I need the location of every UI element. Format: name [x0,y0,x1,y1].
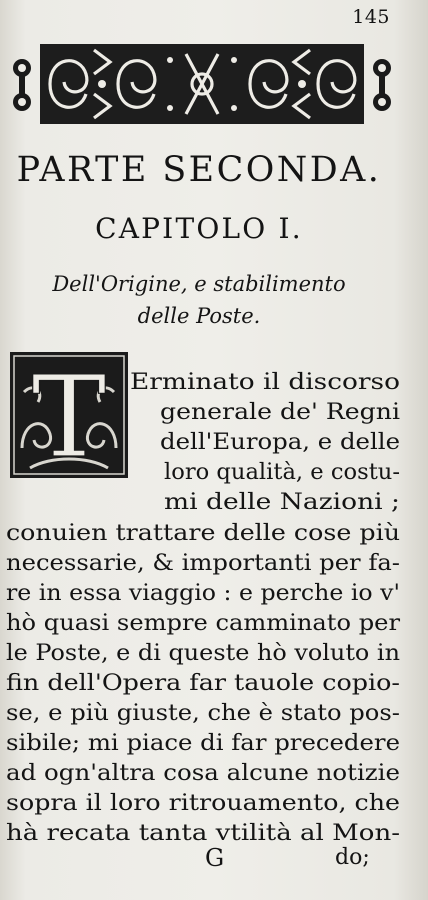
body-line: re in essa viaggio : e perche io v' [6,580,400,606]
body-line: Erminato il discorso [130,369,400,395]
chapter-subtitle-line-2: delle Poste. [137,304,261,328]
floral-headpiece-icon [6,40,398,128]
catchword: do; [335,845,370,870]
body-line: loro qualità, e costu- [164,459,400,485]
chapter-subtitle-line-1: Dell'Origine, e stabilimento [52,272,346,296]
body-line: fin dell'Opera far tauole copio- [6,670,400,696]
part-title: PARTE SECONDA. [16,150,382,190]
body-line: conuien trattare delle cose più [6,520,400,546]
ornamental-initial-icon [10,352,128,478]
chapter-title: CAPITOLO I. [95,212,303,245]
page-number: 145 [352,6,390,28]
signature-mark: G [205,844,225,872]
body-line: dell'Europa, e delle [160,429,400,455]
body-line: ad ogn'altra cosa alcune notizie [6,760,400,786]
body-line: necessarie, & importanti per fa- [6,550,400,576]
body-line: hà recata tanta vtilità al Mon- [6,820,400,846]
body-line: sopra il loro ritrouamento, che [6,790,401,816]
body-line: generale de' Regni [160,399,400,425]
body-line: le Poste, e di queste hò voluto in [6,640,400,666]
body-line: mi delle Nazioni ; [164,489,400,515]
body-line: se, e più giuste, che è stato pos- [6,700,400,726]
drop-cap-letter: T [31,353,107,478]
body-line: hò quasi sempre camminato per [6,610,400,636]
body-line: sibile; mi piace di far precedere [6,730,400,756]
